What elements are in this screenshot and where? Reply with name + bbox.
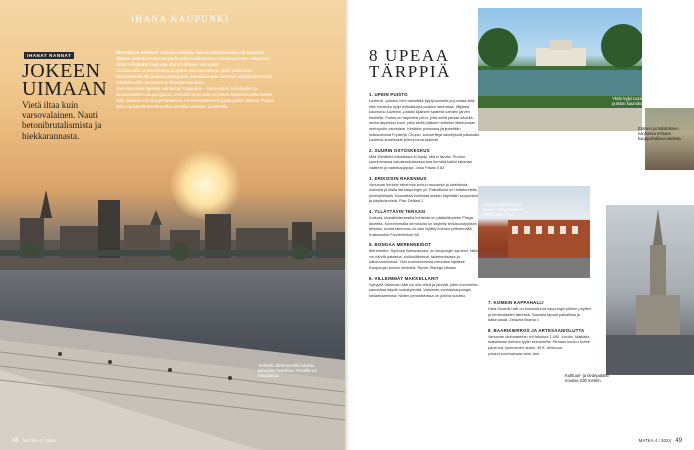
headline: [22, 62, 107, 98]
factory-illustration: [478, 186, 590, 278]
list-item-body: Sykyyllä Varsovan sää voi olla viileä ja jännää, joten kuunnellen kannattaa käydä ruokatyömää. Varsovan vanhankaupungin kellaribaareissa. Niiden penanttarissa on juhliva kuvattu.: [369, 281, 479, 298]
list-item: [369, 209, 481, 237]
article-column-2: [488, 300, 593, 361]
section-tag: IHANAT RANNAT: [24, 52, 74, 59]
list-item-body: Kulkuta, kristallikiterassilla kortteilta on päätellävyleen Praga-alueella. Korkeimmalla kerroksilla on käytetty teollisuustyylisen tehtaan, mutta rakennus oli vain hylätty kolmen peltiseinällä. Krakowskie Przedmieście 68: [369, 214, 477, 237]
magazine-issue-left: MATKA 4 / 2024: [22, 438, 56, 443]
intro-paragraph-3: Joen itäpuolella sijaitsee rouheampi Praga-alue – hipstereiden, taiteilijoiden ja kuvaamataiteen kaupunginosa. Veikselin itärannalla voi pääsiä hiekkarannoilla-alueille, joilla ahdaksti ovat ilmi pernantaneet. Hämmästyttävästi hyppää jokeen uimaan. Polkua pitkin voi kävellä kävelleä pitkin rannalla kahvilaan ja bistroille.: [116, 86, 274, 109]
photo-praga-factory: [478, 186, 590, 278]
list-item: [369, 148, 481, 171]
standfirst: Vietä iltaa kuin varsovalainen. Nauti betonibrutalismista ja hiekkarannasta.: [22, 100, 102, 141]
list-item: [488, 300, 593, 323]
list-item-title: 3. ERIKOISIN RAKENNUS: [369, 175, 427, 181]
photo-caption-promenade: Veikselin länsirannalla lukuisia kahvilaita kesäiltaa. Päivällä voi rampautua.: [258, 363, 317, 379]
photo-caption-bar: Entisen juotolaitoksen vanhassa tehtaan kauppahallissa taidetta.: [638, 126, 682, 142]
list-item-title: 5. BONGAA MERENNEIDOT: [369, 242, 432, 248]
list-item-body: Varsovan korkein rakennus puhuu muusinta ja kaleidosta. Aamulla ja illalla ilta kaupungin yli. Paikallisilla on rinttatunnettu pilvenpiirtäjää. Kannattaa kurkistaa sisään käymään kaupunkiin ja käytävänoista. Plac Defilad 1: [369, 181, 479, 204]
page-number-right: 49: [675, 438, 682, 444]
headline-line-1: JOKEEN: [22, 60, 101, 82]
list-item-title: 1. UPEIN PUISTO: [369, 92, 408, 97]
list-item-title: 8. BAARIKIERROS JA ARTESAANIOLUTTA: [488, 327, 585, 333]
list-item: [488, 328, 593, 356]
photo-caption-factory: Hipsterimpää Pragan alueen näkymäalueen osaksi Varsovaa.: [483, 202, 524, 218]
left-page: [0, 0, 345, 450]
list-item: [369, 242, 481, 270]
photo-palace-of-culture: [606, 205, 694, 375]
running-head: IHANA KAUPUNKI: [131, 14, 230, 24]
list-item: [369, 92, 481, 143]
list-item-body: Łazienki -puiston nimi tarkoittaa kylpyhuoneita ja juontaa sillä, että hovisuku kylpi entisaikoina puiston lammissa. Hiljaista kaunistuu Łazienki -palatsi sijaitsee saarella kahden järven keskellä. Puisto on tarpeeksi pieni, jotta siellä jaksaa kävellä, mutta tarpeeksi suuri, jotta siellä pääsee hetkeksi irtautumaan metropolin vauhdista. Kesäisin puistossa järjestetään maksuttomia Fryderyk Chopin -konsertteja sävellyksiä patsaalla. Łazienki-krolewskie.pl/en/pozna-łazienki: [369, 98, 480, 143]
intro-paragraph-2: Länsirannalla on kävelykatuja ja jyrkkiä näkymäterasseja, pitkin poikkeavan kävelysiltapaikoilla ja katuruokakojuissa. Betonikaunasta Varsovan nykyaikaisemmalla arkkitehtuurilla, tanssitaan ja ikkunoita katsotaan.: [116, 68, 273, 85]
photo-caption-tower: Kulttuuri- ja tiedepalatsi nousee 230 metriin.: [565, 373, 609, 384]
list-item-body: Mitä Westfield Arkadiasta ei löydy, sitä ei tarvita. Puolan suurimmassa ostoskeskuksessa saa kerralla kaikki tahansa vaatteet ja vaatekauppoja. Jana Pawła II 82: [369, 153, 472, 170]
folio-right: [639, 438, 682, 444]
list-item-body: Merenneito, Syrenka Warszawska, on kaupungin symboli. Niitä voi nähdä patsaina, suihkulähteinä, taideteoksissa ja katumuotoilussa. Yksi kuuluisimmista neidoista sijaitsee Kaupungin aukion keskellä. Rynek Starego Miasta: [369, 248, 478, 271]
list-item: [369, 176, 481, 204]
list-item: [369, 276, 481, 299]
page-number-left: 48: [12, 438, 19, 444]
list-item-body: Hala Gwardii halli on kokoontunut kaupungin pitkien pöytien ja herkkutiskien ääressä. Samalla tapaat paikallisia ja katuruokaa. Zelazna Brama 1: [488, 306, 591, 323]
list-item-title: 4. YLLÄTTÄVIN TERASSI: [369, 208, 426, 214]
intro-paragraph-1: ovat varsovalaisille tärkeitä virkistysalueita, sillä kaupunki sijaitsee keskellä Puolaa tasaisella peltomaalla kaukana merenrannoista. Veikselissä virtaa virkistävästi kaupungin läpi ja halkaisee sen kahtia.: [116, 50, 270, 67]
listicle-title-line-2: TÄRPPIÄ: [369, 62, 452, 81]
list-item-title: 6. VILLEIMMÄT MAKKELLARIT: [369, 275, 439, 281]
listicle-title: [369, 48, 451, 80]
list-item-title: 2. SUURIN OSTOSKESKUS: [369, 147, 430, 153]
palace-illustration: [478, 8, 642, 131]
magazine-issue-right: MATKA 4 / 2024: [638, 438, 672, 443]
headline-line-2: UIMAAN: [22, 78, 108, 100]
list-item-title: 7. KOMEIN KAPPAHALLI: [488, 300, 544, 305]
list-item-body: Varsovan olutbaareihin voi tutustua 1.000 -luvulla. Matkalla maistetaan kolmea tyylin kerroksella. Hintaan kuuluu kolme panimoa, kymmenen olutta, 45 €. delicious-poland.com/warsaw-beer-tour: [488, 333, 591, 356]
article-column-1: [369, 92, 481, 303]
tower-illustration: [606, 205, 694, 375]
right-page: [349, 0, 694, 450]
folio-left: [12, 438, 55, 444]
intro-lead: VEIKSELIN RANNAT: [116, 50, 159, 55]
photo-lazienki-palace: [478, 8, 642, 131]
city-skyline-illustration: [0, 170, 345, 280]
listicle-title-line-1: 8 UPEAA: [369, 46, 450, 65]
intro-text: [116, 50, 274, 110]
photo-caption-park: Yksin kylpi Łazienki -puiston kaunokoteja.: [612, 96, 651, 107]
